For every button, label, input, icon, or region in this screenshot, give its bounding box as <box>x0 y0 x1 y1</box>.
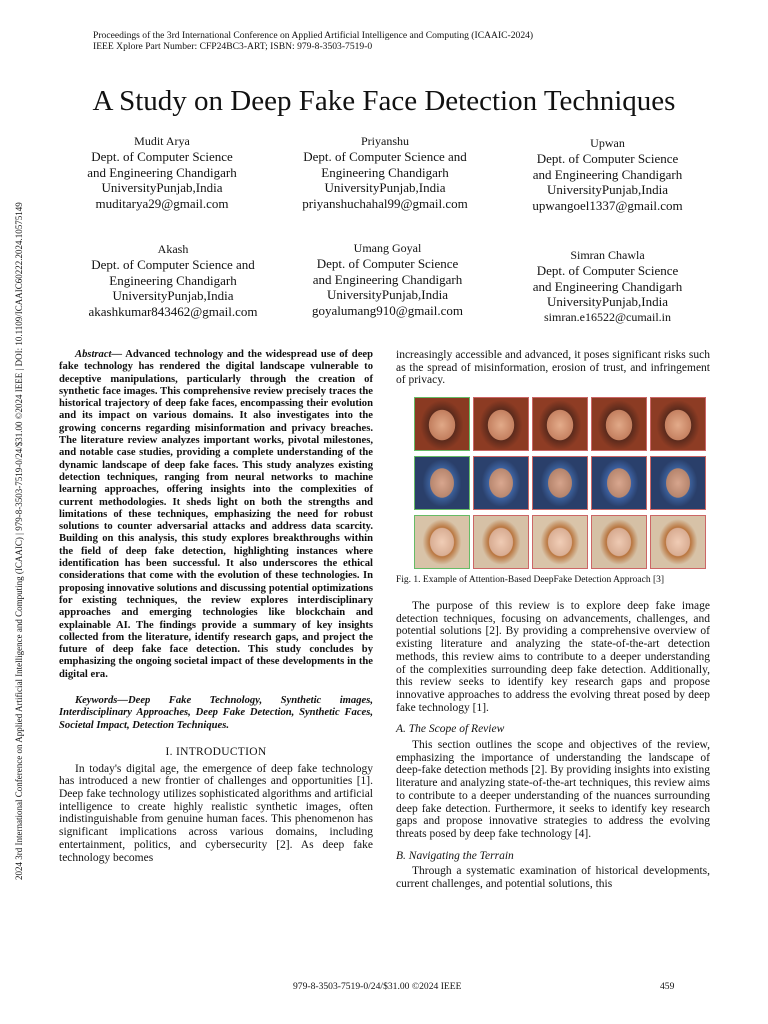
author-name: Akash <box>157 242 189 256</box>
face-thumbnail <box>532 397 588 451</box>
section-heading-introduction: I. INTRODUCTION <box>165 745 267 758</box>
face-thumbnail <box>532 456 588 510</box>
face-thumbnail <box>650 456 706 510</box>
page-number: 459 <box>660 981 675 992</box>
author-dept: Engineering Chandigarh <box>321 164 449 180</box>
author-block <box>72 134 252 211</box>
navigating-paragraph: Through a systematic examination of historical developments, current challenges, and potential solutions, this <box>396 865 710 891</box>
author-email[interactable]: simran.e16522@cumail.in <box>543 309 672 324</box>
author-university: UniversityPunjab,India <box>112 288 234 304</box>
author-dept: Dept. of Computer Science and <box>91 257 255 273</box>
author-block <box>72 242 274 319</box>
author-dept: Dept. of Computer Science <box>536 151 679 167</box>
author-block <box>515 136 700 213</box>
face-thumbnail <box>414 456 470 510</box>
author-name: Mudit Arya <box>134 134 190 148</box>
author-email[interactable]: akashkumar843462@gmail.com <box>88 303 258 319</box>
face-thumbnail <box>473 397 529 451</box>
intro-continuation: increasingly accessible and advanced, it poses significant risks such as the spread of misinformation, erosion of trust, and infringement of privacy. <box>396 349 710 387</box>
figure-caption: Fig. 1. Example of Attention-Based DeepFake Detection Approach [3] <box>396 575 665 585</box>
author-email[interactable]: goyalumang910@gmail.com <box>312 302 463 318</box>
author-name: Simran Chawla <box>570 248 645 262</box>
author-dept: Dept. of Computer Science <box>316 256 459 272</box>
figure-face-grid <box>414 397 708 569</box>
face-thumbnail <box>591 456 647 510</box>
author-dept: Dept. of Computer Science <box>536 263 679 279</box>
author-dept: and Engineering Chandigarh <box>87 164 237 180</box>
scope-paragraph: This section outlines the scope and objectives of the review, emphasizing the importance of understanding the landscape of deep-fake detection methods [2]. By providing insights into existing literature and analyzing state-of-the-art techniques, this review aims to contribute to a deeper understanding of the nuances surrounding deep fake detection. Furthermore, it seeks to identify key research gaps and propose innovative strategies to address the evolving threats posed by deep fake technology [4]. <box>396 739 710 840</box>
author-name: Umang Goyal <box>353 241 422 255</box>
author-block <box>515 248 700 325</box>
author-block <box>295 241 480 318</box>
face-thumbnail <box>532 515 588 569</box>
face-thumbnail <box>650 515 706 569</box>
author-dept: Dept. of Computer Science <box>91 149 233 165</box>
conference-header: Proceedings of the 3rd International Conference on Applied Artificial Intelligence and Computing (ICAAIC-2024) <box>93 30 534 41</box>
author-name: Upwan <box>590 136 625 150</box>
purpose-paragraph: The purpose of this review is to explore deep fake image detection techniques, focusing on advancements, challenges, and potential solutions [2]. By providing a comprehensive overview of existing literature and analyzing the state-of-the-art detection methods, this review aims to contribute to a deeper understanding of the complexities surrounding deep fake detection. Additionally, this review seeks to identify key research gaps and propose innovative approaches to address the evolving threat posed by deep fake technology [1]. <box>396 600 710 714</box>
subsection-heading-scope: A. The Scope of Review <box>396 723 505 736</box>
isbn-header: IEEE Xplore Part Number: CFP24BC3-ART; ISBN: 979-8-3503-7519-0 <box>93 41 373 52</box>
author-dept: and Engineering Chandigarh <box>312 271 463 287</box>
face-thumbnail <box>414 397 470 451</box>
right-column-body <box>396 600 710 891</box>
author-block <box>280 134 490 211</box>
author-dept: and Engineering Chandigarh <box>532 166 683 182</box>
author-university: UniversityPunjab,India <box>547 182 668 198</box>
face-thumbnail <box>591 397 647 451</box>
author-dept: Engineering Chandigarh <box>109 272 237 288</box>
face-thumbnail <box>473 515 529 569</box>
paper-title: A Study on Deep Fake Face Detection Techniques <box>92 85 676 117</box>
author-university: UniversityPunjab,India <box>101 180 223 196</box>
author-email[interactable]: upwangoel1337@gmail.com <box>532 197 683 213</box>
left-column <box>59 349 373 864</box>
face-thumbnail <box>414 515 470 569</box>
author-email[interactable]: priyanshuchahal99@gmail.com <box>302 195 468 211</box>
author-dept: and Engineering Chandigarh <box>532 278 683 294</box>
author-dept: Dept. of Computer Science and <box>303 149 467 165</box>
face-thumbnail <box>473 456 529 510</box>
face-thumbnail <box>650 397 706 451</box>
author-university: UniversityPunjab,India <box>324 180 446 196</box>
footer-copyright: 979-8-3503-7519-0/24/$31.00 ©2024 IEEE <box>293 981 462 992</box>
right-column-top <box>396 349 710 387</box>
abstract-text: Advanced technology and the widespread use of deep fake technology has rendered the digital landscape vulnerable to deceptive manipulations, particularly through the creation of synthetic face images. This comprehensive review precisely traces the historical trajectory of deep fake faces, encompassing their evolution and its impact on various domains. It also investigates into the growing concerns regarding misinformation and privacy breaches. The literature review analyzes important works, pivotal milestones, and notable case studies, providing a complete understanding of the dynamic landscape of deep fake faces. This study analyzes existing detection techniques, ranging from neural networks to machine learning approaches, offering insights into the complexities of current methodologies. It sheds light on both the strengths and limitations of these techniques, emphasizing the need for robust solutions to counter adversarial attacks and address data scarcity. Building on this analysis, this study explores breakthroughs within the field of deep fake detection, highlighting instances where identification has been successful. It also underscores the ethical considerations that come with the evolution of these technologies. In proposing innovative solutions and discussing potential optimizations for existing techniques, the review explores interdisciplinary approaches and emerging technologies like blockchain and explainable AI. The findings provide a summary of key insights collected from the literature, identify research gaps, and project the future of deep fake face detection. This study concludes by emphasizing the ongoing societal impact of these developments in the digital era. <box>59 349 373 680</box>
abstract-lead: Abstract— <box>75 349 123 360</box>
intro-paragraph: In today's digital age, the emergence of deep fake technology has introduced a new frontier of challenges and opportunities [1]. Deep fake technology utilizes sophisticated algorithms and artificial intelligence to create highly realistic synthetic images, often indistinguishable from genuine human faces. This phenomenon has significant implications across various domains, including entertainment, politics, and cybersecurity [2]. As deep fake technology becomes <box>59 762 373 864</box>
subsection-heading-navigating: B. Navigating the Terrain <box>396 849 514 862</box>
author-name: Priyanshu <box>361 134 409 148</box>
face-thumbnail <box>591 515 647 569</box>
keywords: Keywords—Deep Fake Technology, Synthetic images, Interdisciplinary Approaches, Deep Fake Detection, Synthetic Faces, Societal Impact, Detection Techniques. <box>59 695 373 731</box>
doi-sidebar: 2024 3rd International Conference on Applied Artificial Intelligence and Computing (ICAAIC) | 979-8-3503-7519-0/24/$31.00 ©2024 IEEE | DOI: 10.1109/ICAAIC60222.2024.10575149 <box>14 202 24 880</box>
abstract <box>59 349 373 681</box>
author-email[interactable]: muditarya29@gmail.com <box>95 195 229 211</box>
author-university: UniversityPunjab,India <box>327 287 448 303</box>
author-university: UniversityPunjab,India <box>547 294 668 310</box>
